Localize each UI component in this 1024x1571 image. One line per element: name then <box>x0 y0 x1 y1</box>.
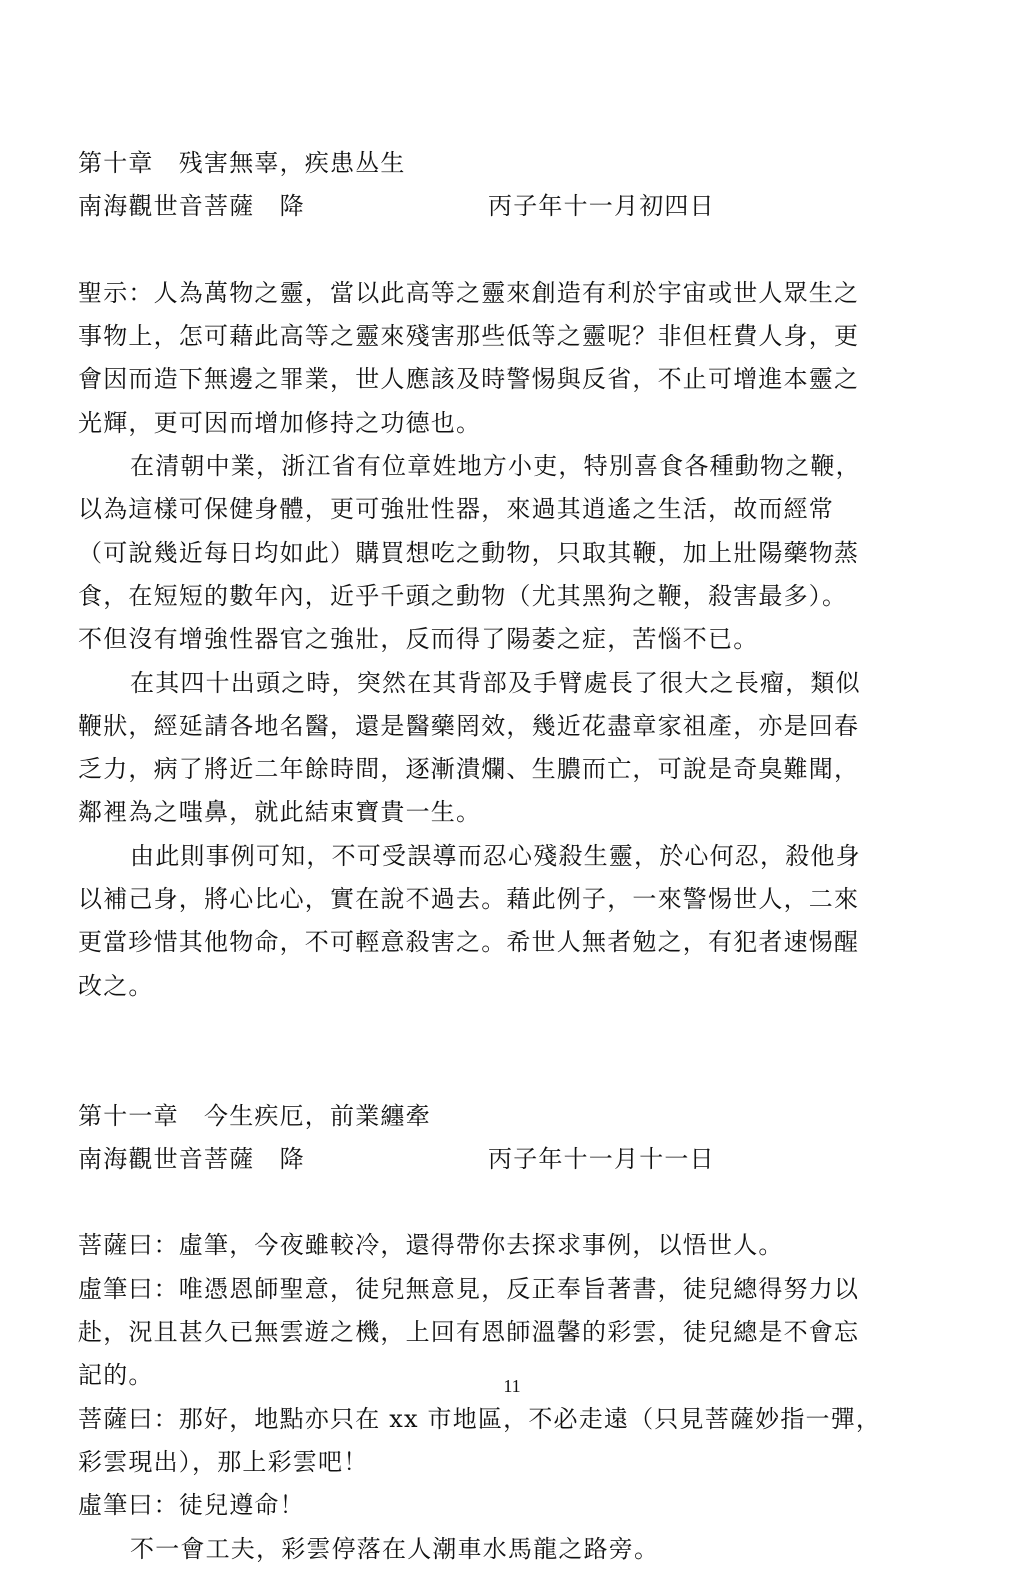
paragraph-line: 記的。 <box>78 1361 154 1390</box>
paragraph-line: 菩薩曰：虛筆，今夜雖較冷，還得帶你去探求事例，以悟世人。 <box>78 1231 784 1260</box>
paragraph-line: 食，在短短的數年內，近乎千頭之動物（尤其黑狗之鞭，殺害最多）。 <box>78 581 848 610</box>
paragraph-line: 不一會工夫，彩雲停落在人潮車水馬龍之路旁。 <box>130 1534 660 1563</box>
chapter-11-header <box>78 1138 928 1181</box>
chapter-10-title: 第十章 残害無辜，疾患丛生 <box>78 149 406 177</box>
spacer <box>78 1181 928 1224</box>
spacer <box>78 229 928 272</box>
paragraph-line: 光輝，更可因而增加修持之功德也。 <box>78 408 482 437</box>
paragraph-line: 在清朝中業，浙江省有位章姓地方小吏，特別喜食各種動物之鞭， <box>130 452 861 481</box>
paragraph-line: 聖示：人為萬物之靈，當以此高等之靈來創造有利於宇宙或世人眾生之 <box>78 278 860 307</box>
chapter-11-author: 南海觀世音菩薩 降 <box>78 1144 305 1173</box>
paragraph-line: 赴，況且甚久已無雲遊之機，上回有恩師溫馨的彩雲，徒兒總是不會忘 <box>78 1318 860 1347</box>
paragraph-line: 事物上，怎可藉此高等之靈來殘害那些低等之靈呢？非但枉費人身，更 <box>78 322 860 351</box>
paragraph-line: 改之。 <box>78 971 154 1000</box>
chapter-10-header <box>78 185 928 228</box>
paragraph-line: 彩雲現出），那上彩雲吧！ <box>78 1447 369 1476</box>
paragraph-line: 由此則事例可知，不可受誤導而忍心殘殺生靈，於心何忍，殺他身 <box>130 841 861 870</box>
paragraph-line: 不但沒有增強性器官之強壯，反而得了陽萎之症，苦惱不已。 <box>78 625 759 654</box>
paragraph-line: 更當珍惜其他物命，不可輕意殺害之。希世人無者勉之，有犯者速惕醒 <box>78 928 860 957</box>
paragraph-line: 乏力，病了將近二年餘時間，逐漸潰爛、生膿而亡，可說是奇臭難聞， <box>78 755 860 784</box>
paragraph-line: 在其四十出頭之時，突然在其背部及手臂處長了很大之長瘤，類似 <box>130 668 861 697</box>
chapter-11-date: 丙子年十一月十一日 <box>488 1144 715 1173</box>
chapter-10-author: 南海觀世音菩薩 降 <box>78 192 305 221</box>
paragraph-line: 鞭狀，經延請各地名醫，還是醫藥罔效，幾近花盡章家祖產，亦是回春 <box>78 711 860 740</box>
paragraph-line: 虛筆曰：徒兒遵命！ <box>78 1491 305 1520</box>
spacer <box>78 1008 928 1095</box>
paragraph-line: 以為這樣可保健身體，更可強壯性器，來過其逍遙之生活，故而經常 <box>78 495 834 524</box>
paragraph-line: 鄰裡為之嗤鼻，就此結束寶貴一生。 <box>78 798 482 827</box>
document-page <box>78 142 928 1571</box>
paragraph-line: 會因而造下無邊之罪業，世人應該及時警惕與反省，不止可增進本靈之 <box>78 365 860 394</box>
paragraph-line: 菩薩曰：那好，地點亦只在 xx 市地區，不必走遠（只見菩薩妙指一彈， <box>78 1404 882 1433</box>
paragraph-line: 虛筆曰：唯憑恩師聖意，徒兒無意見，反正奉旨著書，徒兒總得努力以 <box>78 1274 860 1303</box>
chapter-11-title: 第十一章 今生疾厄，前業纏牽 <box>78 1101 431 1130</box>
paragraph-line: 以補己身，將心比心，實在說不過去。藉此例子，一來警惕世人，二來 <box>78 885 860 914</box>
page-number: 11 <box>503 1376 521 1396</box>
chapter-10-date: 丙子年十一月初四日 <box>488 192 715 221</box>
paragraph-line: （可說幾近每日均如此）購買想吃之動物，只取其鞭，加上壯陽藥物蒸 <box>78 538 860 567</box>
